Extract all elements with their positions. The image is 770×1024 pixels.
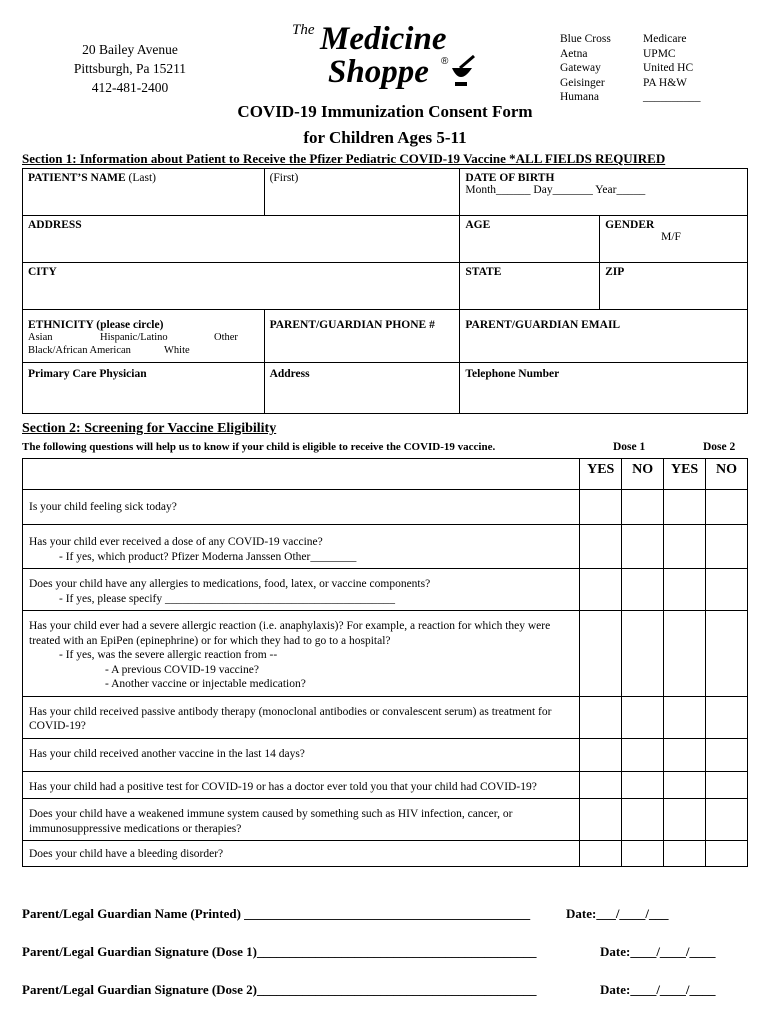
screening-table bbox=[22, 458, 748, 867]
dose1-yes-box[interactable] bbox=[580, 525, 622, 569]
ethnicity-asian[interactable]: Asian bbox=[28, 332, 53, 343]
mortar-pestle-icon bbox=[452, 56, 474, 86]
insurer: Medicare bbox=[643, 33, 687, 45]
dose1-no-box[interactable] bbox=[622, 525, 664, 569]
printed-date-line[interactable]: Date:___/____/___ bbox=[566, 906, 669, 921]
dose1-no-box[interactable] bbox=[622, 490, 664, 525]
address-line: 20 Bailey Avenue bbox=[82, 42, 178, 57]
pcp-label: Primary Care Physician bbox=[28, 368, 147, 380]
ethnicity-label: ETHNICITY (please circle) bbox=[28, 319, 164, 331]
question-row bbox=[23, 696, 748, 738]
dose1-yes-box[interactable] bbox=[580, 696, 622, 738]
guardian-phone-field[interactable] bbox=[264, 310, 460, 363]
question-text: Does your child have a bleeding disorder? bbox=[23, 841, 580, 867]
question-row bbox=[23, 738, 748, 771]
dose2-label: Dose 2 bbox=[703, 441, 736, 453]
question-row bbox=[23, 525, 748, 569]
logo-the: The bbox=[292, 22, 315, 38]
age-field[interactable] bbox=[460, 216, 600, 263]
ethnicity-hispanic[interactable]: Hispanic/Latino bbox=[100, 332, 168, 343]
guardian-phone-label: PARENT/GUARDIAN PHONE # bbox=[269, 319, 435, 331]
address-label: ADDRESS bbox=[28, 219, 82, 231]
question-text: Has your child ever had a severe allergic reaction (i.e. anaphylaxis)? For example, a reaction for which they were treated with an EpiPen (epinephrine) or for which they had to go to a hospital? bbox=[29, 620, 551, 647]
first-label: (First) bbox=[269, 172, 299, 184]
insurer: United HC bbox=[643, 62, 694, 74]
dose2-no-box[interactable] bbox=[706, 738, 748, 771]
dose2-yes-box[interactable] bbox=[664, 525, 706, 569]
state-label: STATE bbox=[465, 266, 502, 278]
dose1-yes-box[interactable] bbox=[580, 569, 622, 611]
dose1-no-box[interactable] bbox=[622, 771, 664, 799]
question-text: Has your child had a positive test for COVID-19 or has a doctor ever told you that your child had COVID-19? bbox=[23, 771, 580, 799]
ethnicity-other[interactable]: Other bbox=[214, 332, 238, 343]
logo-medicine: Medicine bbox=[320, 21, 447, 57]
dose1-yes-box[interactable] bbox=[580, 771, 622, 799]
medicine-shoppe-logo bbox=[290, 16, 480, 92]
guardian-printed-name-line[interactable]: Parent/Legal Guardian Name (Printed) ____________________________________________ bbox=[22, 906, 531, 921]
question-row bbox=[23, 490, 748, 525]
question-row bbox=[23, 569, 748, 611]
question-cell bbox=[23, 525, 580, 569]
pcp-address-field[interactable] bbox=[264, 363, 460, 414]
zip-field[interactable] bbox=[600, 263, 748, 310]
question-row bbox=[23, 799, 748, 841]
dose1-yes-box[interactable] bbox=[580, 611, 622, 697]
dose2-yes-header: YES bbox=[664, 459, 706, 490]
patient-name-label: PATIENT’S NAME bbox=[28, 172, 126, 184]
dose2-no-box[interactable] bbox=[706, 771, 748, 799]
question-subtext: - If yes, which product? Pfizer Moderna Janssen Other________ bbox=[59, 550, 357, 563]
insurer: UPMC bbox=[643, 47, 676, 60]
guardian-signature-dose2-line[interactable]: Parent/Legal Guardian Signature (Dose 2)___________________________________________ bbox=[22, 982, 537, 997]
question-text: Does your child have a weakened immune system caused by something such as HIV infection, cancer, or immunosuppressive medications or therapies? bbox=[23, 799, 580, 841]
dose2-yes-box[interactable] bbox=[664, 799, 706, 841]
dose2-no-box[interactable] bbox=[706, 525, 748, 569]
dose1-date-line[interactable]: Date:____/____/____ bbox=[600, 944, 716, 959]
question-cell bbox=[23, 611, 580, 697]
dose1-yes-box[interactable] bbox=[580, 490, 622, 525]
dose2-no-box[interactable] bbox=[706, 841, 748, 867]
state-field[interactable] bbox=[460, 263, 600, 310]
ethnicity-field[interactable] bbox=[23, 310, 265, 363]
dose2-no-box[interactable] bbox=[706, 611, 748, 697]
insurers-list-1 bbox=[560, 32, 611, 105]
dose2-yes-box[interactable] bbox=[664, 738, 706, 771]
section1-heading: Section 1: Information about Patient to Receive the Pfizer Pediatric COVID-19 Vaccine *ALL FIELDS REQUIRED bbox=[22, 151, 666, 166]
dose1-yes-header: YES bbox=[580, 459, 622, 490]
dose2-yes-box[interactable] bbox=[664, 771, 706, 799]
telephone-label: Telephone Number bbox=[465, 368, 560, 380]
dose2-no-box[interactable] bbox=[706, 696, 748, 738]
section2-heading: Section 2: Screening for Vaccine Eligibility bbox=[22, 421, 277, 436]
guardian-email-label: PARENT/GUARDIAN EMAIL bbox=[465, 319, 621, 331]
insurer: Aetna bbox=[560, 47, 588, 60]
gender-options: M/F bbox=[661, 231, 681, 243]
question-text: Has your child received another vaccine in the last 14 days? bbox=[23, 738, 580, 771]
dose1-no-box[interactable] bbox=[622, 841, 664, 867]
telephone-field[interactable] bbox=[460, 363, 748, 414]
dose1-no-box[interactable] bbox=[622, 611, 664, 697]
question-subtext: - Another vaccine or injectable medication? bbox=[105, 678, 306, 690]
question-text: Has your child ever received a dose of any COVID-19 vaccine? bbox=[29, 536, 323, 548]
pcp-field[interactable] bbox=[23, 363, 265, 414]
form-subtitle: for Children Ages 5-11 bbox=[303, 128, 467, 147]
dose1-yes-box[interactable] bbox=[580, 738, 622, 771]
gender-field[interactable] bbox=[600, 216, 748, 263]
insurer-blank[interactable]: __________ bbox=[643, 91, 701, 103]
last-label: (Last) bbox=[128, 172, 156, 184]
dob-label: DATE OF BIRTH bbox=[465, 172, 555, 184]
insurer: Humana bbox=[560, 91, 599, 103]
section2-intro: The following questions will help us to know if your child is eligible to receive the COVID-19 vaccine. bbox=[22, 441, 496, 453]
logo-registered: ® bbox=[441, 56, 449, 67]
patient-first-name-field[interactable] bbox=[264, 169, 460, 216]
insurer: Blue Cross bbox=[560, 33, 611, 45]
gender-label: GENDER bbox=[605, 219, 655, 231]
question-text: Has your child received passive antibody therapy (monoclonal antibodies or convalescent serum) as treatment for COVID-19? bbox=[23, 696, 580, 738]
dose1-no-header: NO bbox=[622, 459, 664, 490]
question-text: Is your child feeling sick today? bbox=[23, 490, 580, 525]
dose2-yes-box[interactable] bbox=[664, 490, 706, 525]
question-row bbox=[23, 841, 748, 867]
dose2-no-box[interactable] bbox=[706, 799, 748, 841]
logo-shoppe: Shoppe bbox=[328, 54, 429, 90]
question-subtext: - If yes, was the severe allergic reaction from -- bbox=[59, 649, 278, 661]
address-field[interactable] bbox=[23, 216, 460, 263]
pcp-address-label: Address bbox=[269, 368, 310, 380]
dose1-no-box[interactable] bbox=[622, 738, 664, 771]
address-line: Pittsburgh, Pa 15211 bbox=[73, 61, 187, 76]
guardian-email-field[interactable] bbox=[460, 310, 748, 363]
dose2-yes-box[interactable] bbox=[664, 696, 706, 738]
dob-field[interactable] bbox=[460, 169, 748, 216]
patient-info-table bbox=[22, 168, 748, 414]
dose1-no-box[interactable] bbox=[622, 799, 664, 841]
dose1-no-box[interactable] bbox=[622, 696, 664, 738]
dose1-yes-box[interactable] bbox=[580, 799, 622, 841]
patient-last-name-field[interactable] bbox=[23, 169, 265, 216]
dose2-no-box[interactable] bbox=[706, 490, 748, 525]
question-row bbox=[23, 611, 748, 697]
question-row bbox=[23, 771, 748, 799]
dose2-yes-box[interactable] bbox=[664, 569, 706, 611]
insurer: PA H&W bbox=[643, 76, 687, 89]
dose1-yes-box[interactable] bbox=[580, 841, 622, 867]
question-cell bbox=[23, 569, 580, 611]
question-subtext: - If yes, please specify ________________________________________ bbox=[59, 592, 396, 605]
question-text: Does your child have any allergies to medications, food, latex, or vaccine components? bbox=[29, 578, 431, 590]
dose2-yes-box[interactable] bbox=[664, 611, 706, 697]
ethnicity-white[interactable]: White bbox=[164, 345, 190, 356]
age-label: AGE bbox=[465, 219, 491, 231]
insurers-list-2 bbox=[643, 32, 701, 105]
dose1-no-box[interactable] bbox=[622, 569, 664, 611]
insurer: Geisinger bbox=[560, 76, 605, 89]
address-line: 412-481-2400 bbox=[91, 80, 169, 95]
question-header bbox=[23, 459, 580, 490]
guardian-signature-dose1-line[interactable]: Parent/Legal Guardian Signature (Dose 1)___________________________________________ bbox=[22, 944, 537, 959]
dose2-no-header: NO bbox=[706, 459, 748, 490]
dose2-yes-box[interactable] bbox=[664, 841, 706, 867]
city-field[interactable] bbox=[23, 263, 460, 310]
dob-blanks: Month______ Day_______ Year_____ bbox=[465, 184, 646, 196]
form-title: COVID-19 Immunization Consent Form bbox=[237, 102, 533, 121]
pharmacy-address bbox=[50, 40, 210, 97]
city-label: CITY bbox=[28, 266, 57, 278]
dose2-date-line[interactable]: Date:____/____/____ bbox=[600, 982, 716, 997]
zip-label: ZIP bbox=[605, 266, 625, 278]
dose2-no-box[interactable] bbox=[706, 569, 748, 611]
insurer: Gateway bbox=[560, 62, 601, 74]
ethnicity-black[interactable]: Black/African American bbox=[28, 345, 131, 356]
question-subtext: - A previous COVID-19 vaccine? bbox=[105, 663, 259, 676]
dose1-label: Dose 1 bbox=[613, 441, 646, 453]
